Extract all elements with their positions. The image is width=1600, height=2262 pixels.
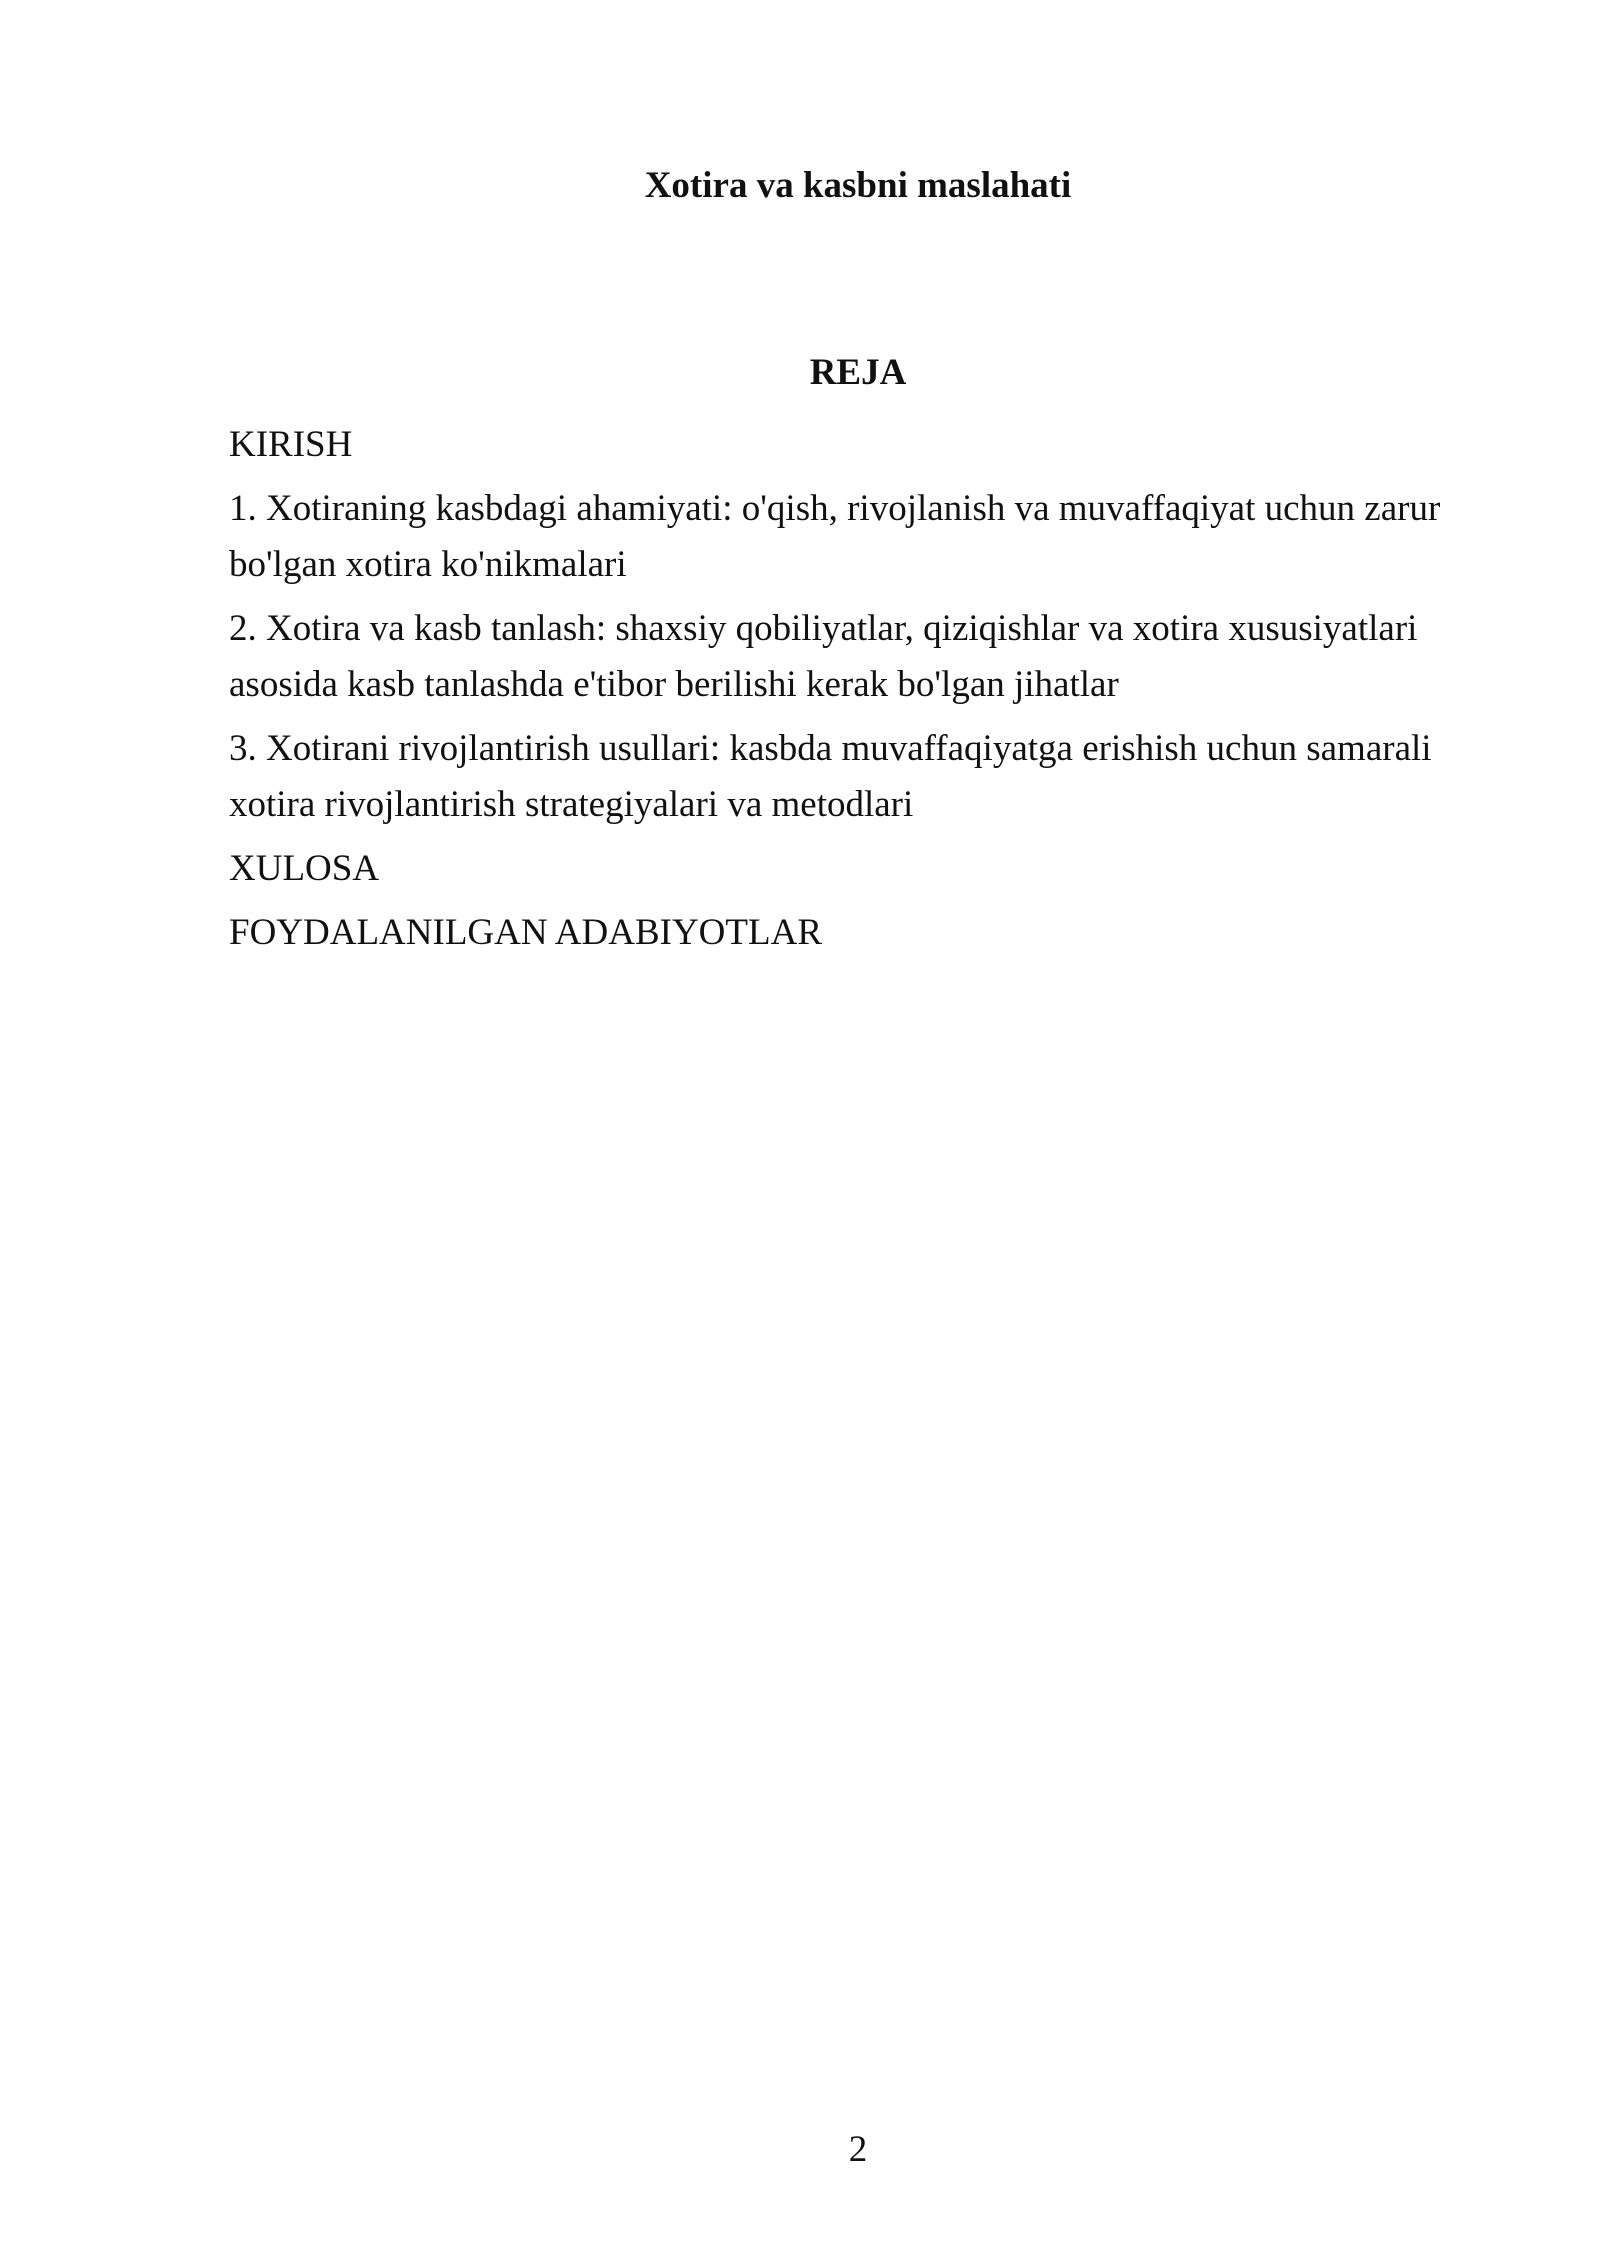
- plan-heading: REJA: [809, 352, 907, 393]
- plan-list: [229, 417, 1479, 969]
- document-title: Xotira va kasbni maslahati: [644, 165, 1072, 206]
- page-number: 2: [848, 2129, 868, 2170]
- plan-item-references: FOYDALANILGAN ADABIYOTLAR: [229, 912, 822, 953]
- plan-item-1: 1. Xotiraning kasbdagi ahamiyati: o'qish, rivojlanish va muvaffaqiyat uchun zarur bo'lgan xotira ko'nikmalari: [229, 488, 1441, 585]
- plan-item-3: 3. Xotirani rivojlantirish usullari: kasbda muvaffaqiyatga erishish uchun samarali xotira rivojlantirish strategiyalari va metodlari: [229, 728, 1432, 825]
- plan-item-2: 2. Xotira va kasb tanlash: shaxsiy qobiliyatlar, qiziqishlar va xotira xususiyatlari asosida kasb tanlashda e'tibor berilishi kerak bo'lgan jihatlar: [229, 608, 1418, 705]
- plan-item-intro: KIRISH: [229, 424, 353, 465]
- plan-item-conclusion: XULOSA: [229, 848, 380, 889]
